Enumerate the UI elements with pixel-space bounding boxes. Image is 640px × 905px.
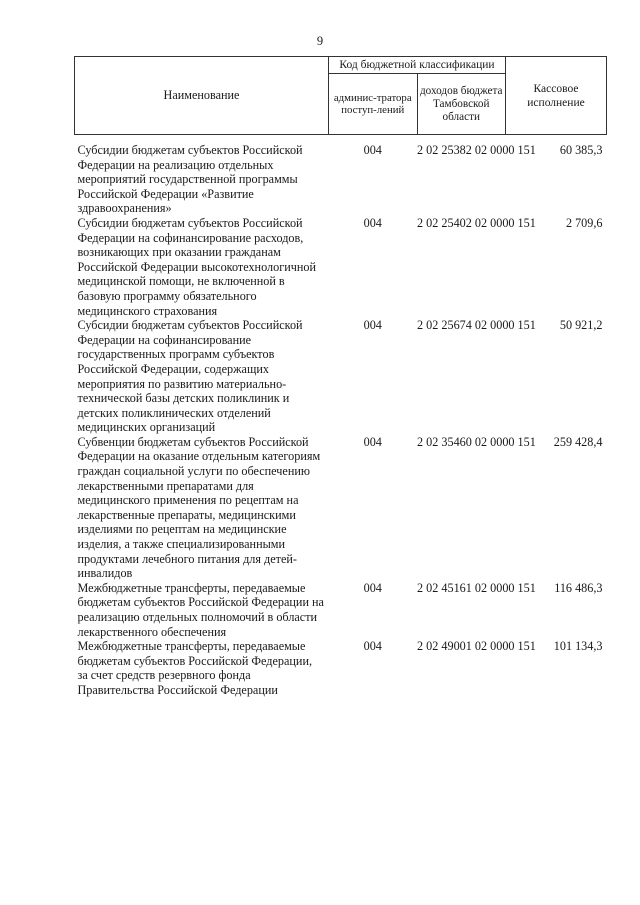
header-execution: Кассовое исполнение bbox=[506, 57, 607, 135]
budget-table bbox=[74, 56, 607, 698]
row-name: Межбюджетные трансферты, передаваемые бюджетам субъектов Российской Федерации на реализацию отдельных полномочий в области лекарственного обеспечения bbox=[77, 580, 324, 639]
row-income-code: 2 02 25674 02 0000 151 bbox=[417, 318, 536, 333]
row-amount: 2 709,6 bbox=[565, 215, 603, 230]
row-income-code: 2 02 45161 02 0000 151 bbox=[417, 580, 536, 595]
header-name: Наименование bbox=[75, 57, 329, 135]
row-admin-code: 004 bbox=[363, 434, 382, 449]
row-income-code: 2 02 25382 02 0000 151 bbox=[417, 143, 536, 157]
table-row bbox=[75, 318, 607, 435]
page-number: 9 bbox=[316, 34, 324, 48]
table-header bbox=[75, 57, 607, 135]
header-code-group: Код бюджетной классификации bbox=[329, 57, 506, 74]
table-body bbox=[75, 135, 607, 698]
row-income-code: 2 02 49001 02 0000 151 bbox=[417, 639, 536, 654]
table-row bbox=[75, 216, 607, 318]
row-admin-code: 004 bbox=[363, 215, 382, 230]
row-admin-code: 004 bbox=[363, 639, 382, 654]
table-row bbox=[75, 135, 607, 216]
row-amount: 50 921,2 bbox=[559, 318, 603, 333]
row-name: Межбюджетные трансферты, передаваемые бюджетам субъектов Российской Федерации, за счет средств резервного фонда Правительства Российской Федерации bbox=[77, 639, 313, 697]
row-amount: 101 134,3 bbox=[553, 639, 603, 654]
table-row bbox=[75, 435, 607, 581]
row-admin-code: 004 bbox=[363, 318, 382, 333]
row-amount: 116 486,3 bbox=[554, 580, 603, 595]
row-income-code: 2 02 25402 02 0000 151 bbox=[417, 215, 536, 230]
row-admin-code: 004 bbox=[363, 143, 382, 157]
row-income-code: 2 02 35460 02 0000 151 bbox=[417, 434, 536, 449]
row-amount: 60 385,3 bbox=[559, 143, 603, 157]
table-row bbox=[75, 639, 607, 697]
table-row bbox=[75, 581, 607, 639]
row-admin-code: 004 bbox=[363, 580, 382, 595]
row-name: Субсидии бюджетам субъектов Российской Федерации на софинансирование государственных программ субъектов Российской Федерации, содержащих мероприятия по развитию материально-технической базы детских поликлиник и детских поликлинических отделений медицинских организаций bbox=[77, 318, 303, 435]
row-name: Субвенции бюджетам субъектов Российской Федерации на оказание отдельным категориям граждан социальной услуги по обеспечению лекарственными препаратами для медицинского применения по рецептам на лекарственные препараты, медицинскими изделиями по рецептам на медицинские изделия, а также специализированными продуктами лечебного питания для детей-инвалидов bbox=[77, 434, 321, 581]
row-amount: 259 428,4 bbox=[553, 434, 603, 449]
header-income: доходов бюджета Тамбовской области bbox=[417, 74, 506, 135]
row-name: Субсидии бюджетам субъектов Российской Федерации на софинансирование расходов, возникающих при оказании гражданам Российской Федерации высокотехнологичной медицинской помощи, не включенной в базовую программу обязательного медицинского страхования bbox=[77, 215, 316, 318]
header-admin: админис-тратора поступ-лений bbox=[329, 74, 418, 135]
row-name: Субсидии бюджетам субъектов Российской Федерации на реализацию отдельных мероприятий государственной программы Российской Федерации «Развитие здравоохранения» bbox=[77, 143, 303, 216]
